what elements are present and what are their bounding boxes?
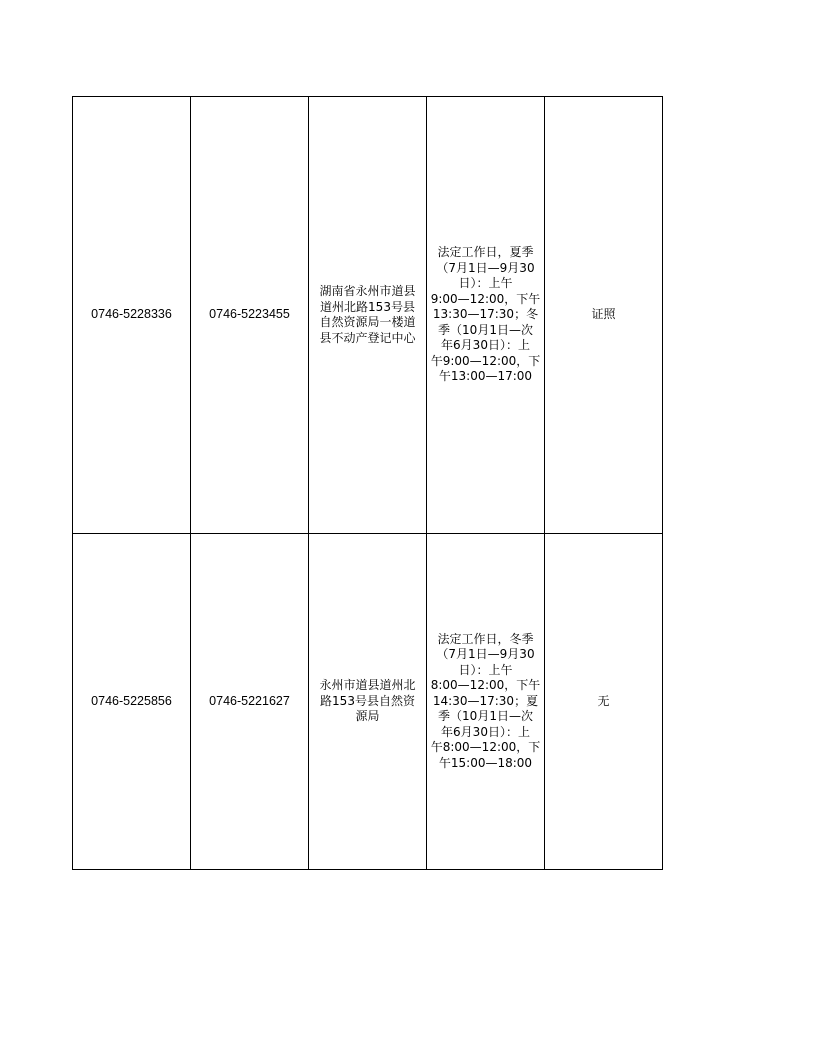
hours-cell (427, 534, 545, 870)
consult-phone-cell (73, 534, 191, 870)
required-materials: 无 (597, 693, 610, 708)
hours-cell (427, 97, 545, 534)
table-row (73, 534, 663, 870)
consult-phone: 0746-5225856 (91, 693, 172, 708)
complaint-phone-cell (191, 534, 309, 870)
office-address: 湖南省永州市道县 道州北路153号县 自然资源局一楼道 县不动产登记中心 (319, 284, 416, 345)
office-hours: 法定工作日，冬季 （7月1日—9月30 日）：上午 8:00—12:00，下午 14:30—17:30；夏 季（10月1日—次 年6月30日）：上 午8:00—12:00，下 午15:00—18:00 (430, 631, 541, 770)
address-cell (309, 534, 427, 870)
complaint-phone-cell (191, 97, 309, 534)
required-materials: 证照 (591, 307, 616, 322)
address-cell (309, 97, 427, 534)
table-row (73, 97, 663, 534)
consult-phone: 0746-5228336 (91, 307, 172, 322)
materials-cell (545, 534, 663, 870)
complaint-phone: 0746-5221627 (209, 693, 290, 708)
complaint-phone: 0746-5223455 (209, 307, 290, 322)
office-hours: 法定工作日，夏季 （7月1日—9月30 日）：上午 9:00—12:00，下午 13:30—17:30；冬 季（10月1日—次 年6月30日）：上 午9:00—12:00，下 午13:00—17:00 (430, 245, 541, 384)
service-info-table (72, 96, 663, 870)
materials-cell (545, 97, 663, 534)
consult-phone-cell (73, 97, 191, 534)
office-address: 永州市道县道州北 路153号县自然资 源局 (319, 678, 416, 724)
